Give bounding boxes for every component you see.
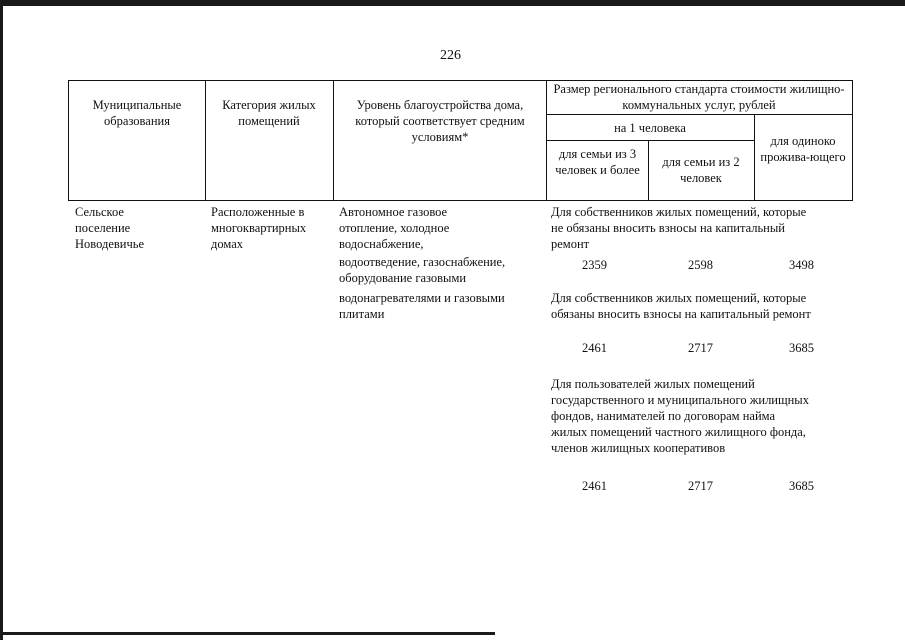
value-family-3: 2461 — [582, 479, 607, 493]
header-standard-size: Размер регионального стандарта стоимости жилищно-коммунальных услуг, рублей — [553, 82, 845, 112]
header-category: Категория жилых помещений — [222, 98, 316, 128]
header-municipality: Муниципальные образования — [92, 98, 182, 128]
group-label: Для пользователей жилых помещений государственного и муниципального жилищных фондов, нанимателей по договорам найма жилых помещений частного жилищного фонда, членов жилищных кооперативов — [551, 377, 809, 455]
value-family-2: 2717 — [688, 341, 713, 355]
page-number: 226 — [440, 48, 461, 63]
table-right-line — [852, 80, 853, 201]
level-cell-part-2: водоотведение, газоснабжение, оборудование газовыми — [339, 255, 506, 285]
per-person-divider-line — [546, 140, 754, 141]
group-label: Для собственников жилых помещений, которые обязаны вносить взносы на капитальный ремонт — [551, 291, 811, 321]
header-single: для одиноко прожива-ющего — [760, 134, 846, 164]
value-family-3: 2461 — [582, 341, 607, 355]
col-divider-4 — [648, 140, 649, 201]
header-family-3: для семьи из 3 человек и более — [555, 147, 640, 177]
value-family-2: 2717 — [688, 479, 713, 493]
value-single: 3498 — [789, 258, 814, 272]
col-divider-1 — [205, 80, 206, 201]
value-single: 3685 — [789, 479, 814, 493]
header-family-2: для семьи из 2 человек — [662, 155, 740, 185]
value-family-3: 2359 — [582, 258, 607, 272]
group-divider-line — [546, 114, 853, 115]
value-family-2: 2598 — [688, 258, 713, 272]
header-per-person: на 1 человека — [614, 121, 686, 135]
top-border — [0, 0, 905, 6]
table-left-line — [68, 80, 69, 201]
left-border — [0, 0, 3, 640]
level-cell-part-3: водонагревателями и газовыми плитами — [339, 291, 505, 321]
col-divider-3 — [546, 80, 547, 201]
col-divider-5 — [754, 114, 755, 201]
table-header-bottom-line — [68, 200, 853, 201]
header-level: Уровень благоустройства дома, который соответствует средним условиям* — [355, 98, 525, 144]
col-divider-2 — [333, 80, 334, 201]
level-cell-part-1: Автономное газовое отопление, холодное водоснабжение, — [339, 205, 450, 251]
bottom-border — [0, 632, 495, 635]
group-label: Для собственников жилых помещений, которые не обязаны вносить взносы на капитальный ремонт — [551, 205, 807, 251]
municipality-cell: Сельское поселение Новодевичье — [75, 205, 145, 251]
value-single: 3685 — [789, 341, 814, 355]
category-cell: Расположенные в многоквартирных домах — [211, 205, 307, 251]
